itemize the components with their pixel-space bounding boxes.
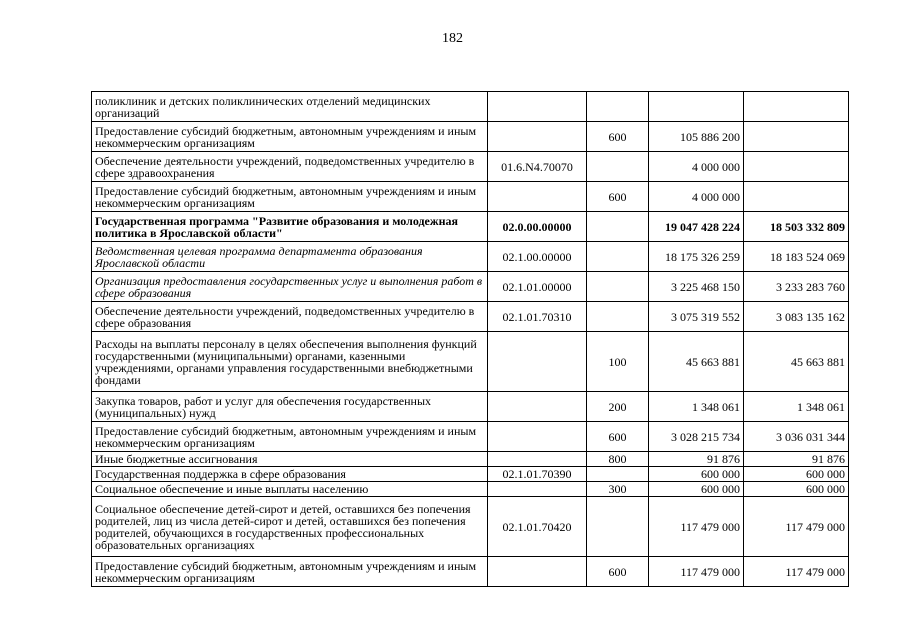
table-row (92, 497, 849, 557)
row-name-cell: Обеспечение деятельности учреждений, подведомственных учредителю в сфере образования (92, 302, 488, 332)
row-code-cell (488, 182, 587, 212)
row-amount-1-cell: 3 075 319 552 (649, 302, 744, 332)
row-amount-1-cell: 4 000 000 (649, 182, 744, 212)
row-expense-type-cell: 600 (587, 557, 649, 587)
table-row (92, 332, 849, 392)
row-amount-1-cell: 117 479 000 (649, 557, 744, 587)
row-amount-2-cell: 1 348 061 (744, 392, 849, 422)
row-amount-1-cell: 600 000 (649, 467, 744, 482)
row-code-cell (488, 482, 587, 497)
table-row (92, 92, 849, 122)
row-amount-2-cell (744, 122, 849, 152)
row-amount-2-cell: 3 083 135 162 (744, 302, 849, 332)
budget-table (91, 91, 849, 587)
row-name-cell: Государственная программа "Развитие образования и молодежная политика в Ярославской области" (92, 212, 488, 242)
table-row (92, 557, 849, 587)
row-amount-1-cell: 117 479 000 (649, 497, 744, 557)
row-amount-2-cell: 600 000 (744, 467, 849, 482)
row-name-cell: поликлиник и детских поликлинических отделений медицинских организаций (92, 92, 488, 122)
row-name-cell: Предоставление субсидий бюджетным, автономным учреждениям и иным некоммерческим организациям (92, 182, 488, 212)
row-name-cell: Расходы на выплаты персоналу в целях обеспечения выполнения функций государственными (муниципальными) органами, казенными учреждениями, органами управления государственными внебюджетными фондами (92, 332, 488, 392)
row-amount-1-cell: 45 663 881 (649, 332, 744, 392)
row-amount-1-cell: 3 225 468 150 (649, 272, 744, 302)
table-row (92, 482, 849, 497)
row-amount-1-cell: 1 348 061 (649, 392, 744, 422)
table-row (92, 152, 849, 182)
row-code-cell: 02.1.01.70310 (488, 302, 587, 332)
row-amount-1-cell: 18 175 326 259 (649, 242, 744, 272)
row-amount-2-cell (744, 182, 849, 212)
row-name-cell: Предоставление субсидий бюджетным, автономным учреждениям и иным некоммерческим организациям (92, 422, 488, 452)
row-code-cell (488, 392, 587, 422)
row-expense-type-cell (587, 497, 649, 557)
row-amount-1-cell: 4 000 000 (649, 152, 744, 182)
table-row (92, 212, 849, 242)
row-name-cell: Государственная поддержка в сфере образования (92, 467, 488, 482)
page-number: 182 (442, 31, 463, 46)
row-amount-1-cell: 91 876 (649, 452, 744, 467)
row-code-cell (488, 557, 587, 587)
row-expense-type-cell: 600 (587, 122, 649, 152)
table-row (92, 392, 849, 422)
table-row (92, 467, 849, 482)
row-name-cell: Закупка товаров, работ и услуг для обеспечения государственных (муниципальных) нужд (92, 392, 488, 422)
row-amount-1-cell: 3 028 215 734 (649, 422, 744, 452)
table-row (92, 242, 849, 272)
row-amount-1-cell: 105 886 200 (649, 122, 744, 152)
row-name-cell: Предоставление субсидий бюджетным, автономным учреждениям и иным некоммерческим организациям (92, 557, 488, 587)
row-code-cell (488, 452, 587, 467)
row-code-cell (488, 422, 587, 452)
row-name-cell: Обеспечение деятельности учреждений, подведомственных учредителю в сфере здравоохранения (92, 152, 488, 182)
row-code-cell: 02.1.01.70420 (488, 497, 587, 557)
row-amount-2-cell: 45 663 881 (744, 332, 849, 392)
table-row (92, 272, 849, 302)
table-row (92, 122, 849, 152)
row-expense-type-cell: 800 (587, 452, 649, 467)
row-amount-2-cell: 3 233 283 760 (744, 272, 849, 302)
row-name-cell: Социальное обеспечение детей-сирот и детей, оставшихся без попечения родителей, лиц из числа детей-сирот и детей, оставшихся без попечения родителей, обучающихся в государственных профессиональных образовательных организациях (92, 497, 488, 557)
row-amount-1-cell (649, 92, 744, 122)
row-expense-type-cell (587, 467, 649, 482)
row-expense-type-cell: 100 (587, 332, 649, 392)
row-amount-2-cell: 18 503 332 809 (744, 212, 849, 242)
budget-table-body (92, 92, 849, 587)
row-amount-2-cell: 18 183 524 069 (744, 242, 849, 272)
row-name-cell: Предоставление субсидий бюджетным, автономным учреждениям и иным некоммерческим организациям (92, 122, 488, 152)
row-amount-2-cell (744, 152, 849, 182)
row-amount-2-cell: 117 479 000 (744, 497, 849, 557)
table-row (92, 302, 849, 332)
row-amount-2-cell: 3 036 031 344 (744, 422, 849, 452)
row-amount-2-cell: 91 876 (744, 452, 849, 467)
row-expense-type-cell (587, 92, 649, 122)
row-code-cell (488, 332, 587, 392)
row-code-cell (488, 122, 587, 152)
row-expense-type-cell (587, 242, 649, 272)
row-amount-1-cell: 19 047 428 224 (649, 212, 744, 242)
row-expense-type-cell: 200 (587, 392, 649, 422)
row-code-cell: 02.1.00.00000 (488, 242, 587, 272)
row-name-cell: Ведомственная целевая программа департамента образования Ярославской области (92, 242, 488, 272)
row-amount-2-cell: 117 479 000 (744, 557, 849, 587)
row-name-cell: Организация предоставления государственных услуг и выполнения работ в сфере образования (92, 272, 488, 302)
row-code-cell: 01.6.N4.70070 (488, 152, 587, 182)
row-amount-2-cell: 600 000 (744, 482, 849, 497)
row-expense-type-cell (587, 212, 649, 242)
row-name-cell: Социальное обеспечение и иные выплаты населению (92, 482, 488, 497)
row-code-cell (488, 92, 587, 122)
row-name-cell: Иные бюджетные ассигнования (92, 452, 488, 467)
row-code-cell: 02.1.01.00000 (488, 272, 587, 302)
row-expense-type-cell: 600 (587, 182, 649, 212)
row-amount-1-cell: 600 000 (649, 482, 744, 497)
row-expense-type-cell (587, 302, 649, 332)
row-code-cell: 02.1.01.70390 (488, 467, 587, 482)
row-expense-type-cell: 600 (587, 422, 649, 452)
table-row (92, 452, 849, 467)
row-amount-2-cell (744, 92, 849, 122)
table-row (92, 182, 849, 212)
row-expense-type-cell (587, 272, 649, 302)
row-expense-type-cell: 300 (587, 482, 649, 497)
row-expense-type-cell (587, 152, 649, 182)
row-code-cell: 02.0.00.00000 (488, 212, 587, 242)
table-row (92, 422, 849, 452)
